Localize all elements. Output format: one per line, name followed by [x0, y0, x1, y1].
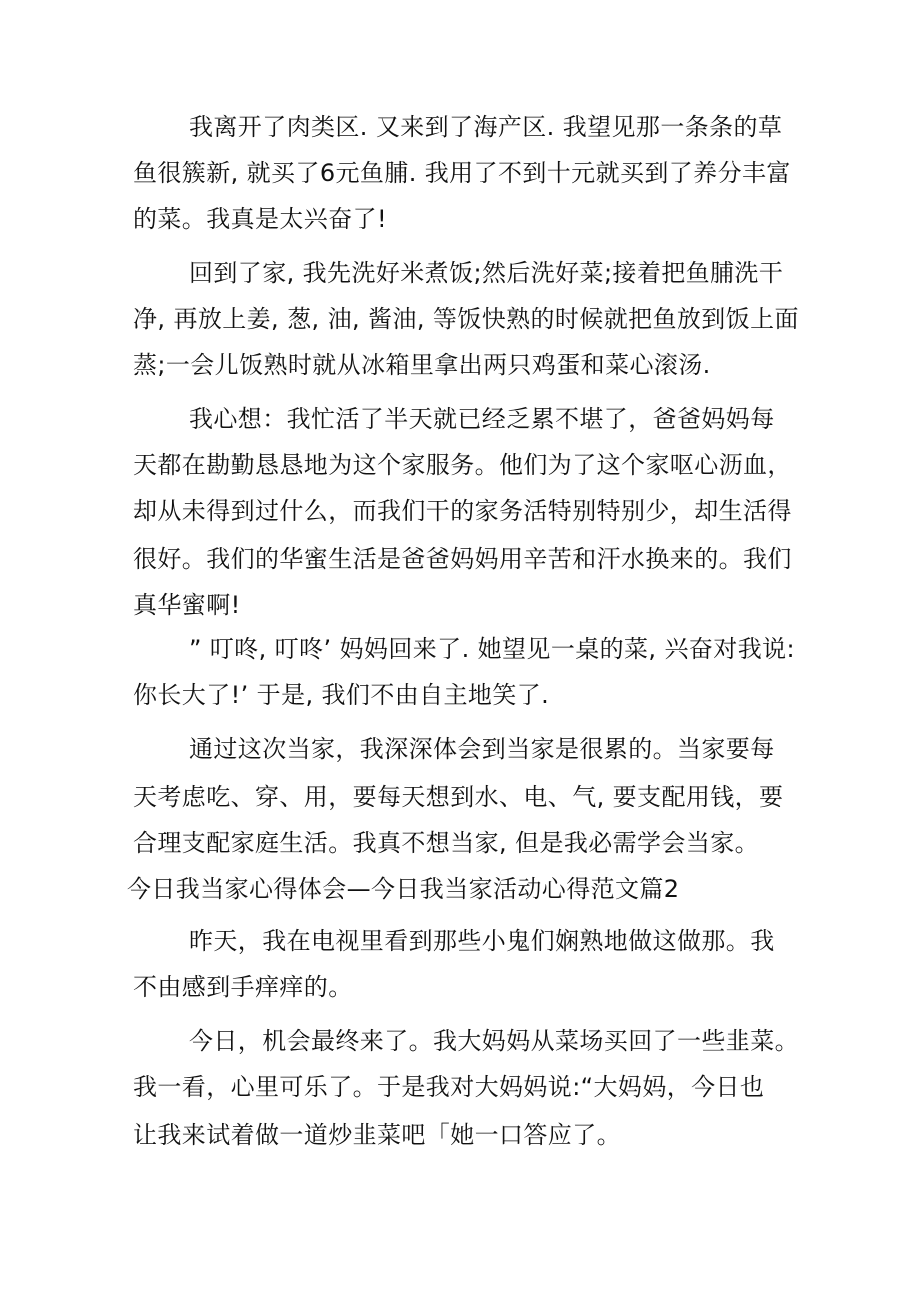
paragraph-7-line-3: 让我来试着做一道炒韭菜吧「她一口答应了。 — [133, 1121, 621, 1149]
paragraph-6-line-1: 昨天，我在电视里看到那些小鬼们娴熟地做这做那。我 — [189, 927, 775, 955]
paragraph-5-line-2: 天考虑吃、穿、用，要每天想到水、电、气, 要支配用钱，要 — [133, 783, 784, 811]
paragraph-5-line-1: 通过这次当家，我深深体会到当家是很累的。当家要每 — [189, 735, 775, 763]
paragraph-5-line-3: 合理支配家庭生活。我真不想当家, 但是我必需学会当家。 — [133, 829, 760, 857]
paragraph-3-line-5: 真华蜜啊! — [133, 591, 241, 619]
paragraph-6-line-2: 不由感到手痒痒的。 — [133, 973, 353, 1001]
section-heading: 今日我当家心得体会—今日我当家活动心得范文篇2 — [127, 875, 680, 903]
paragraph-7-line-2: 我一看，心里可乐了。于是我对大妈妈说:“大妈妈，今日也 — [133, 1073, 765, 1101]
paragraph-1-line-3: 的菜。我真是太兴奋了! — [133, 205, 388, 233]
paragraph-3-line-4: 很好。我们的华蜜生活是爸爸妈妈用辛苦和汗水换来的。我们 — [133, 545, 792, 573]
paragraph-4-line-2: 你长大了!’ 于是, 我们不由自主地笑了. — [133, 681, 550, 709]
paragraph-1-line-1: 我离开了肉类区. 又来到了海产区. 我望见那一条条的草 — [189, 113, 783, 141]
paragraph-7-line-1: 今日，机会最终来了。我大妈妈从菜场买回了一些韭菜。 — [189, 1027, 799, 1055]
paragraph-3-line-2: 天都在勘勤恳恳地为这个家服务。他们为了这个家呕心沥血， — [133, 451, 792, 479]
paragraph-3-line-3: 却从未得到过什么，而我们干的家务活特别特别少，却生活得 — [133, 497, 792, 525]
paragraph-2-line-2: 净, 再放上姜, 葱, 油, 酱油, 等饭快熟的时候就把鱼放到饭上面 — [133, 305, 799, 333]
paragraph-4-line-1: ” 叮咚, 叮咚’ 妈妈回来了. 她望见一桌的菜, 兴奋对我说: — [189, 635, 795, 663]
paragraph-2-line-3: 蒸;一会儿饭熟时就从冰箱里拿出两只鸡蛋和菜心滚汤. — [133, 351, 711, 379]
paragraph-2-line-1: 回到了家, 我先洗好米煮饭;然后洗好菜;接着把鱼脯洗干 — [189, 259, 784, 287]
paragraph-1-line-2: 鱼很簇新, 就买了6元鱼脯. 我用了不到十元就买到了养分丰富 — [133, 159, 791, 187]
paragraph-3-line-1: 我心想：我忙活了半天就已经乏累不堪了，爸爸妈妈每 — [189, 405, 775, 433]
